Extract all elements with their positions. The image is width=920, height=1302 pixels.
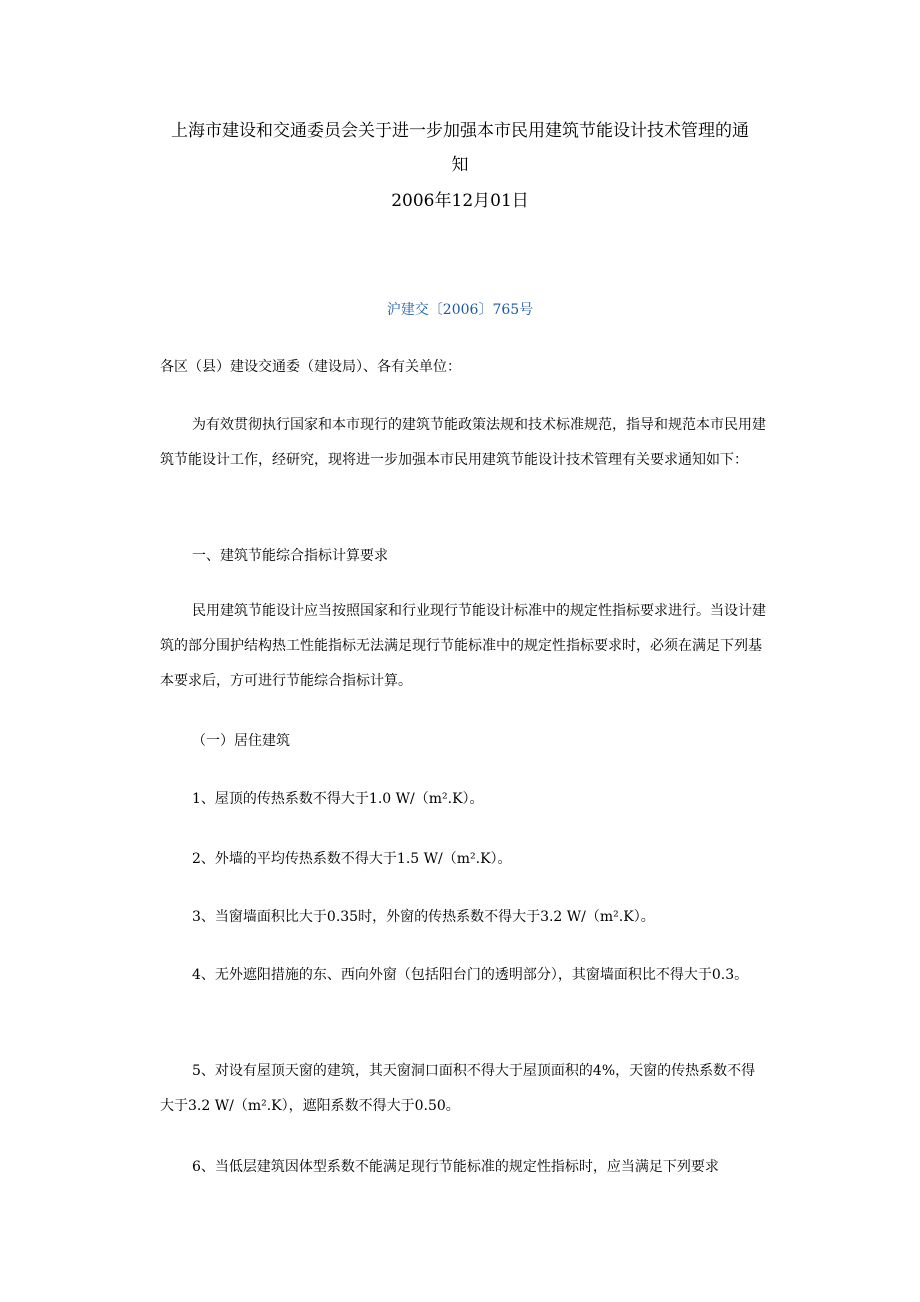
section-1-heading: 一、建筑节能综合指标计算要求 bbox=[192, 548, 388, 564]
list-item: 1、屋顶的传热系数不得大于1.0 W/（m².K）。 bbox=[192, 791, 484, 807]
list-item: 2、外墙的平均传热系数不得大于1.5 W/（m².K）。 bbox=[192, 851, 512, 867]
document-date: 2006年12月01日 bbox=[391, 191, 529, 211]
subsection-1-heading: （一）居住建筑 bbox=[192, 733, 290, 749]
document-title-line-2: 知 bbox=[451, 155, 469, 175]
document-number: 沪建交〔2006〕765号 bbox=[386, 302, 534, 318]
list-item: 6、当低层建筑因体型系数不能满足现行节能标准的规定性指标时，应当满足下列要求 bbox=[192, 1159, 719, 1175]
salutation: 各区（县）建设交通委（建设局）、各有关单位： bbox=[160, 359, 461, 375]
list-item: 5、对设有屋顶天窗的建筑，其天窗洞口面积不得大于屋顶面积的4%，天窗的传热系数不得大于3.2 W/（m².K），遮阳系数不得大于0.50。 bbox=[160, 1063, 756, 1114]
document-title-block bbox=[100, 114, 820, 218]
section-1-paragraph: 民用建筑节能设计应当按照国家和行业现行节能设计标准中的规定性指标要求进行。当设计建筑的部分围护结构热工性能指标无法满足现行节能标准中的规定性指标要求时，必须在满足下列基本要求后，方可进行节能综合指标计算。 bbox=[160, 603, 766, 689]
document-title-line-1: 上海市建设和交通委员会关于进一步加强本市民用建筑节能设计技术管理的通 bbox=[171, 121, 749, 141]
intro-paragraph: 为有效贯彻执行国家和本市现行的建筑节能政策法规和技术标准规范，指导和规范本市民用建筑节能设计工作，经研究，现将进一步加强本市民用建筑节能设计技术管理有关要求通知如下： bbox=[160, 417, 766, 468]
list-item: 4、无外遮阳措施的东、西向外窗（包括阳台门的透明部分），其窗墙面积比不得大于0.3。 bbox=[192, 967, 749, 983]
list-item: 3、当窗墙面积比大于0.35时，外窗的传热系数不得大于3.2 W/（m².K）。 bbox=[192, 909, 655, 925]
